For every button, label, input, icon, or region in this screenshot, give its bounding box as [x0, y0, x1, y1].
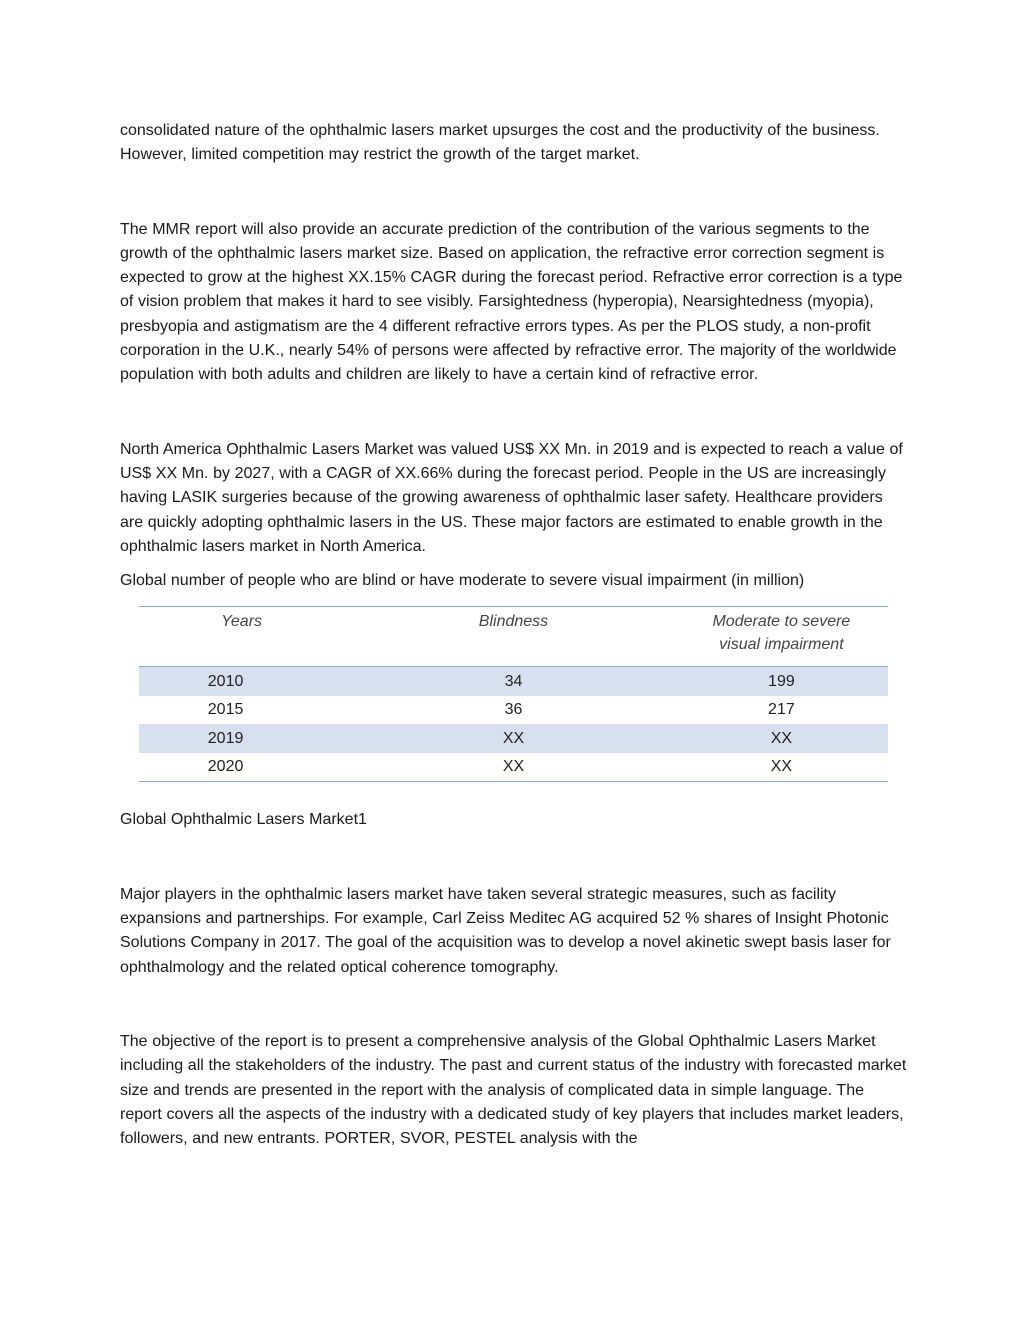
paragraph-gap	[120, 833, 910, 883]
column-header-years: Years	[139, 607, 386, 667]
table-row	[139, 724, 888, 753]
paragraph-major-players: Major players in the ophthalmic lasers market have taken several strategic measures, such as facility expansions and partnerships. For example, Carl Zeiss Meditec AG acquired 52 % shares of Insight Photonic Solutions Company in 2017. The goal of the acquisition was to develop a novel akinetic swept basis laser for ophthalmology and the related optical coherence tomography.	[120, 885, 891, 976]
cell-year: 2020	[139, 753, 386, 782]
paragraph-gap	[120, 980, 910, 1030]
visual-impairment-table	[139, 606, 888, 782]
column-header-blindness: Blindness	[386, 607, 641, 667]
paragraph-report-objective: The objective of the report is to present a comprehensive analysis of the Global Ophthalmic Lasers Market including all the stakeholders of the industry. The past and current status of the industry with forecasted market size and trends are presented in the report with the analysis of complicated data in simple language. The report covers all the aspects of the industry with a dedicated study of key players that includes market leaders, followers, and new entrants. PORTER, SVOR, PESTEL analysis with the	[120, 1032, 907, 1148]
table-header-row	[139, 607, 888, 667]
cell-year: 2019	[139, 724, 386, 753]
column-header-impairment-line2: visual impairment	[719, 636, 844, 654]
table-row	[139, 753, 888, 782]
visual-impairment-table-wrapper	[139, 606, 888, 782]
table-row	[139, 696, 888, 725]
document-page	[120, 119, 910, 1151]
figure-caption: Global Ophthalmic Lasers Market1	[120, 811, 367, 829]
paragraph-consolidated-nature: consolidated nature of the ophthalmic lasers market upsurges the cost and the productivity of the business. However, limited competition may restrict the growth of the target market.	[120, 122, 880, 164]
cell-year: 2010	[139, 667, 386, 696]
cell-blindness: 34	[386, 667, 641, 696]
cell-blindness: 36	[504, 701, 523, 719]
table-title: Global number of people who are blind or have moderate to severe visual impairment (in million)	[120, 572, 805, 590]
cell-year: 2015	[207, 701, 244, 719]
paragraph-north-america: North America Ophthalmic Lasers Market was valued US$ XX Mn. in 2019 and is expected to reach a value of US$ XX Mn. by 2027, with a CAGR of XX.66% during the forecast period. People in the US are increasingly having LASIK surgeries because of the growing awareness of ophthalmic laser safety. Healthcare providers are quickly adopting ophthalmic lasers in the US. These major factors are estimated to enable growth in the ophthalmic lasers market in North America.	[120, 440, 903, 555]
paragraph-gap	[120, 559, 910, 569]
paragraph-gap	[120, 168, 910, 218]
paragraph-gap	[120, 388, 910, 438]
paragraph-mmr-report: The MMR report will also provide an accurate prediction of the contribution of the various segments to the growth of the ophthalmic lasers market size. Based on application, the refractive error correction segment is expected to grow at the highest XX.15% CAGR during the forecast period. Refractive error correction is a type of vision problem that makes it hard to see visibly. Farsightedness (hyperopia), Nearsightedness (myopia), presbyopia and astigmatism are the 4 different refractive errors types. As per the PLOS study, a non-profit corporation in the U.K., nearly 54% of persons were affected by refractive error. The majority of the worldwide population with both adults and children are likely to have a certain kind of refractive error.	[120, 220, 903, 384]
cell-impairment: 217	[768, 701, 795, 719]
cell-impairment: 199	[641, 667, 888, 696]
column-header-impairment	[641, 607, 888, 667]
cell-impairment: XX	[641, 724, 888, 753]
column-header-impairment-line1: Moderate to severe	[712, 613, 851, 631]
table-row	[139, 667, 888, 696]
cell-blindness: XX	[386, 753, 641, 782]
cell-blindness: XX	[386, 724, 641, 753]
cell-impairment: XX	[641, 753, 888, 782]
